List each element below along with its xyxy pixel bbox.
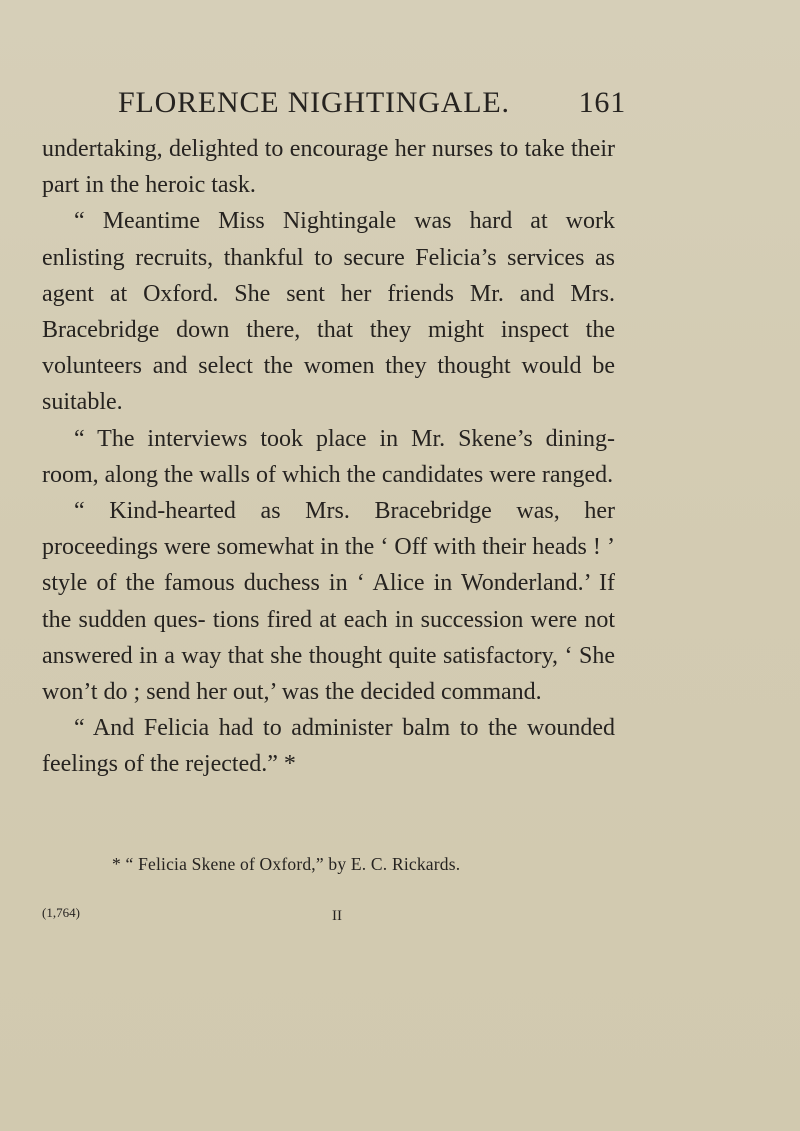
running-head [118, 86, 626, 120]
paragraph: undertaking, delighted to encourage her nurses to take their part in the heroic task. [42, 136, 615, 199]
paragraph: “ And Felicia had to administer balm to the wounded feelings of the rejected.” * [42, 715, 615, 778]
footnote: * “ Felicia Skene of Oxford,” by E. C. Rickards. [112, 854, 461, 874]
running-title: FLORENCE NIGHTINGALE. [118, 86, 510, 119]
printer-signature: (1,764) [42, 905, 80, 920]
paragraph: “ Meantime Miss Nightingale was hard at work enlisting recruits, thankful to secure Felicia’s services as agent at Oxford. She sent her friends Mr. and Mrs. Bracebridge down there, that they might inspect the volunteers and select the women they thought would be suitable. [42, 208, 615, 416]
paragraph: “ Kind-hearted as Mrs. Bracebridge was, her proceedings were somewhat in the ‘ Off with their heads ! ’ style of the famous duchess in ‘ Alice in Wonderland.’ If the sudden ques- tions fired at each in succession were not answered in a way that she thought quite satisfactory, ‘ She won’t do ; send her out,’ was the decided command. [42, 498, 615, 706]
body-text [42, 131, 615, 783]
paragraph: “ The interviews took place in Mr. Skene’s dining-room, along the walls of which the candidates were ranged. [42, 425, 615, 488]
sheet-mark: II [332, 908, 342, 924]
page-number: 161 [578, 86, 626, 119]
